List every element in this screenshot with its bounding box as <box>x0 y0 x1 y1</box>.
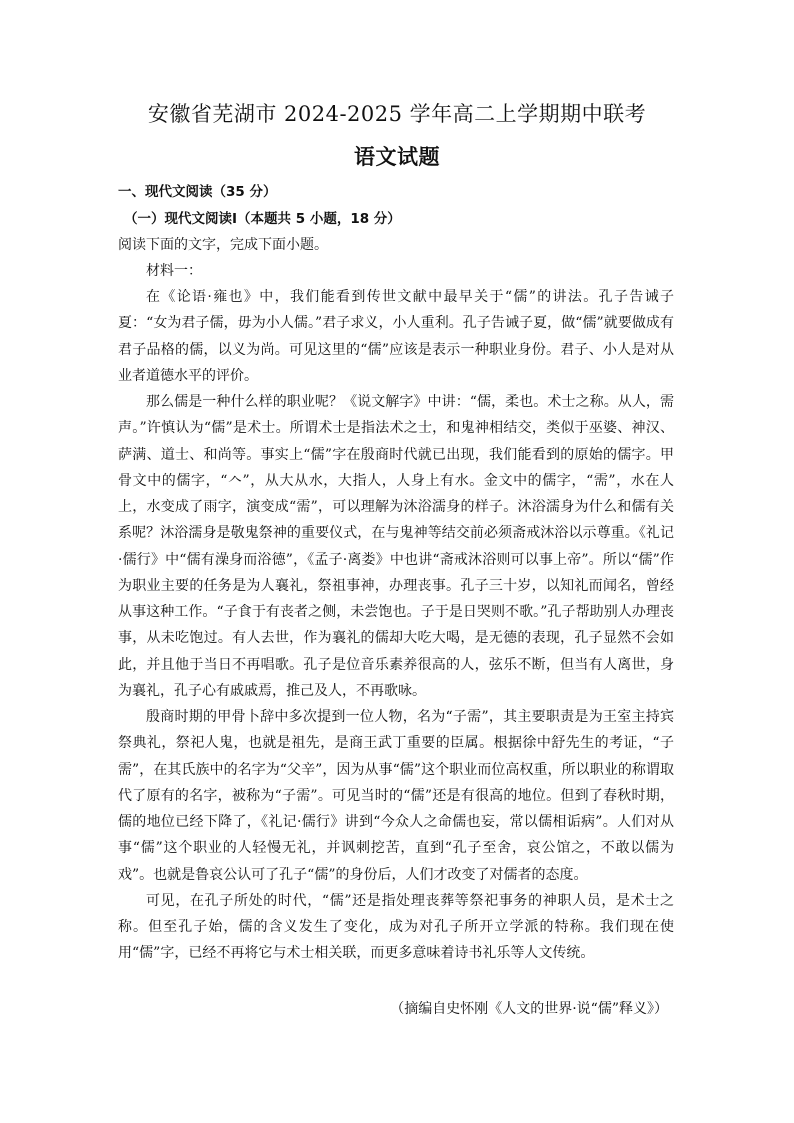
paragraph-3: 殷商时期的甲骨卜辞中多次提到一位人物，名为“子需”，其主要职责是为王室主持宾祭典礼，祭祀人鬼，也就是祖先，是商王武丁重要的臣属。根据徐中舒先生的考证，“子需”，在其氏族中的名字为“父辛”，因为从事“儒”这个职业而位高权重，所以职业的称谓取代了原有的名字，被称为“子需”。可见当时的“儒”还是有很高的地位。但到了春秋时期，儒的地位已经下降了，《礼记·儒行》讲到“今众人之命儒也妄，常以儒相诟病”。人们对从事“儒”这个职业的人轻慢无礼，并讽刺挖苦，直到“孔子至舍，哀公馆之，不敢以儒为戏”。也就是鲁哀公认可了孔子“儒”的身份后，人们才改变了对儒者的态度。 <box>118 709 674 883</box>
page-subtitle: 语文试题 <box>354 144 440 169</box>
page-title: 安徽省芜湖市 2024-2025 学年高二上学期期中联考 <box>147 102 647 126</box>
section-heading-1: 一、现代文阅读（35 分） <box>118 184 277 200</box>
instruction-text: 阅读下面的文字，完成下面小题。 <box>118 237 328 253</box>
article-body <box>118 284 674 967</box>
paragraph-2: 那么儒是一种什么样的职业呢？《说文解字》中讲：“儒，柔也。术士之称。从人，需声。”许慎认为“儒”是术士。所谓术士是指法术之士，和鬼神相结交，类似于巫婆、神汉、萨满、道士、和尚等。事实上“儒”字在殷商时代就已出现，我们能看到的原始的儒字。甲骨文中的儒字，“𠆢”，从大从水，大指人，人身上有水。金文中的儒字，“需”，水在人上，水变成了雨字，演变成“需”，可以理解为沐浴濡身的样子。沐浴濡身为什么和儒有关系呢？沐浴濡身是敬鬼祭神的重要仪式，在与鬼神等结交前必须斋戒沐浴以示尊重。《礼记·儒行》中“儒有澡身而浴德”，《孟子·离娄》中也讲“斋戒沐浴则可以事上帝”。所以“儒”作为职业主要的任务是为人襄礼，祭祖事神，办理丧事。孔子三十岁，以知礼而闻名，曾经从事这种工作。“子食于有丧者之侧，未尝饱也。子于是日哭则不歌。”孔子帮助别人办理丧事，从未吃饱过。有人去世，作为襄礼的儒却大吃大喝，是无德的表现，孔子显然不会如此，并且他于当日不再唱歌。孔子是位音乐素养很高的人，弦乐不断，但当有人离世，身为襄礼，孔子心有戚戚焉，推己及人，不再歌咏。 <box>118 394 674 699</box>
paragraph-1: 在《论语·雍也》中，我们能看到传世文献中最早关于“儒”的讲法。孔子告诫子夏：“女为君子儒，毋为小人儒。”君子求义，小人重利。孔子告诫子夏，做“儒”就要做成有君子品格的儒，以义为尚。可见这里的“儒”应该是表示一种职业身份。君子、小人是对从业者道德水平的评价。 <box>118 289 674 384</box>
section-heading-1-1: （一）现代文阅读Ⅰ（本题共 5 小题，18 分） <box>124 211 401 227</box>
source-citation: （摘编自史怀刚《人文的世界·说“儒”释义》） <box>390 1001 668 1017</box>
paragraph-4: 可见，在孔子所处的时代，“儒”还是指处理丧葬等祭祀事务的神职人员，是术士之称。但至孔子始，儒的含义发生了变化，成为对孔子所开立学派的特称。我们现在使用“儒”字，已经不再将它与术士相关联，而更多意味着诗书礼乐等人文传统。 <box>118 892 674 962</box>
material-label: 材料一： <box>146 263 202 279</box>
